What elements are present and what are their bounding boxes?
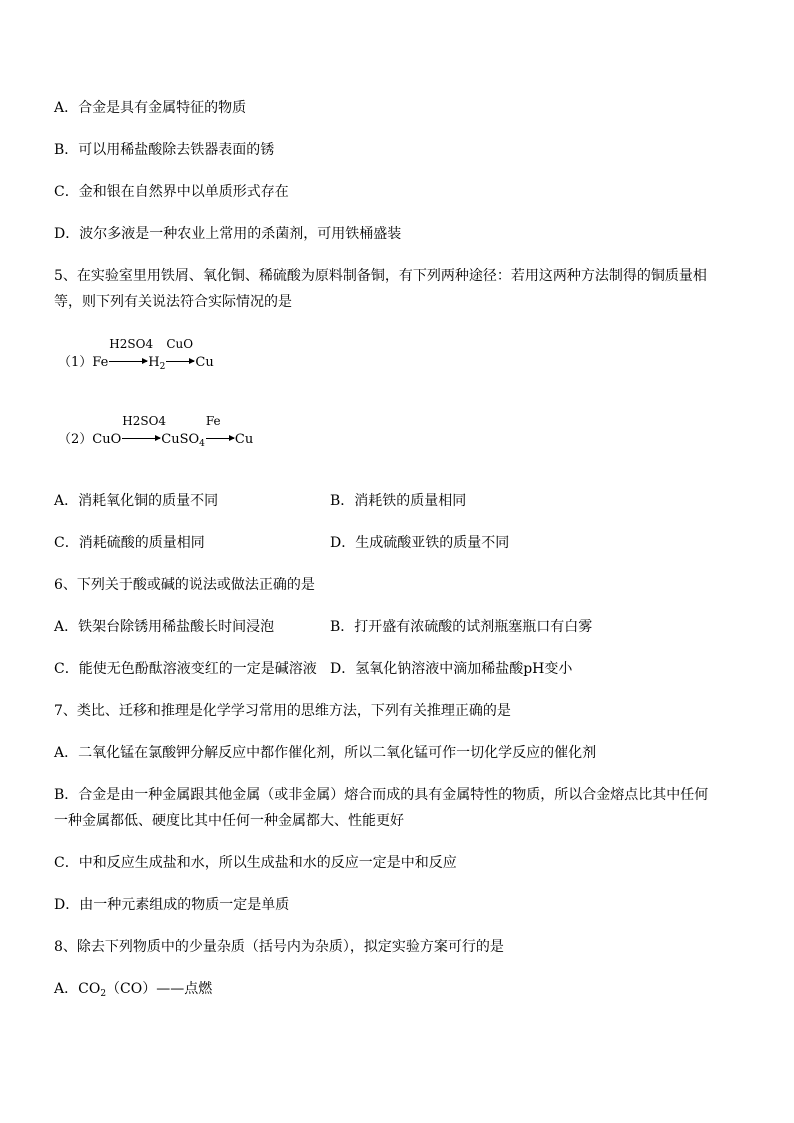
q5-option-d: D．生成硫酸亚铁的质量不同	[330, 535, 510, 551]
q5-stem-line2: 等，则下列有关说法符合实际情况的是	[54, 294, 292, 310]
q5-option-c: C．消耗硫酸的质量相同	[54, 535, 205, 551]
q4-option-c: C．金和银在自然界中以单质形式存在	[54, 184, 289, 200]
route-1-arrow-2	[166, 337, 194, 366]
route-2-arrow-2	[205, 414, 234, 443]
q7-option-c: C．中和反应生成盐和水，所以生成盐和水的反应一定是中和反应	[54, 855, 457, 871]
q5-route-1	[58, 337, 214, 374]
route-1-product: Cu	[195, 355, 214, 370]
q6-option-a: A．铁架台除锈用稀盐酸长时间浸泡	[54, 619, 275, 635]
q4-option-b: B．可以用稀盐酸除去铁器表面的锈	[54, 142, 275, 158]
route-1-label: （1）	[58, 355, 93, 370]
q7-option-b-line2: 一种金属都低、硬度比其中任何一种金属都大、性能更好	[54, 813, 404, 829]
route-1-reagent-1: H2SO4	[109, 337, 154, 351]
q5-option-b: B．消耗铁的质量相同	[330, 493, 467, 509]
route-2-reagent-2: Fe	[205, 414, 221, 428]
q8-stem: 8、除去下列物质中的少量杂质（括号内为杂质），拟定实验方案可行的是	[54, 939, 504, 955]
q7-option-a: A．二氧化锰在氯酸钾分解反应中都作催化剂，所以二氧化锰可作一切化学反应的催化剂	[54, 745, 597, 761]
route-2-arrow-1	[122, 414, 167, 443]
q7-stem: 7、类比、迁移和推理是化学学习常用的思维方法，下列有关推理正确的是	[54, 703, 511, 719]
q5-stem-line1: 5、在实验室里用铁屑、氧化铜、稀硫酸为原料制备铜，有下列两种途径：若用这两种方法制得的铜质量相	[54, 268, 707, 284]
q7-option-d: D．由一种元素组成的物质一定是单质	[54, 897, 290, 913]
route-2-intermediate-sub: 4	[199, 439, 205, 449]
q6-option-c: C．能使无色酚酞溶液变红的一定是碱溶液	[54, 661, 317, 677]
q5-option-a: A．消耗氧化铜的质量不同	[54, 493, 219, 509]
route-2-start: CuO	[92, 432, 122, 447]
q5-route-2	[58, 414, 254, 451]
q8-option-a-sub: 2	[100, 989, 107, 999]
route-2-product: Cu	[234, 432, 254, 447]
q8-option-a	[54, 979, 212, 1001]
q8-option-a-suffix: （CO）——点燃	[106, 981, 213, 997]
route-1-intermediate: H	[148, 355, 160, 370]
q6-option-d: D．氢氧化钠溶液中滴加稀盐酸pH变小	[330, 661, 573, 677]
route-1-reagent-2: CuO	[166, 337, 194, 351]
q4-option-d: D．波尔多液是一种农业上常用的杀菌剂，可用铁桶盛装	[54, 226, 402, 242]
route-2-label: （2）	[58, 432, 93, 447]
q7-option-b-line1: B．合金是由一种金属跟其他金属（或非金属）熔合而成的具有金属特性的物质，所以合金熔点比其中任何	[54, 787, 709, 803]
route-2-reagent-1: H2SO4	[122, 414, 167, 428]
route-1-intermediate-sub: 2	[159, 362, 166, 372]
q6-stem: 6、下列关于酸或碱的说法或做法正确的是	[54, 577, 315, 593]
route-1-arrow-1	[109, 337, 154, 366]
q4-option-a: A．合金是具有金属特征的物质	[54, 100, 247, 116]
q8-option-a-prefix: A．CO	[54, 981, 101, 997]
route-2-intermediate: CuSO	[161, 432, 200, 447]
q6-option-b: B．打开盛有浓硫酸的试剂瓶塞瓶口有白雾	[330, 619, 593, 635]
route-1-start: Fe	[92, 355, 109, 370]
